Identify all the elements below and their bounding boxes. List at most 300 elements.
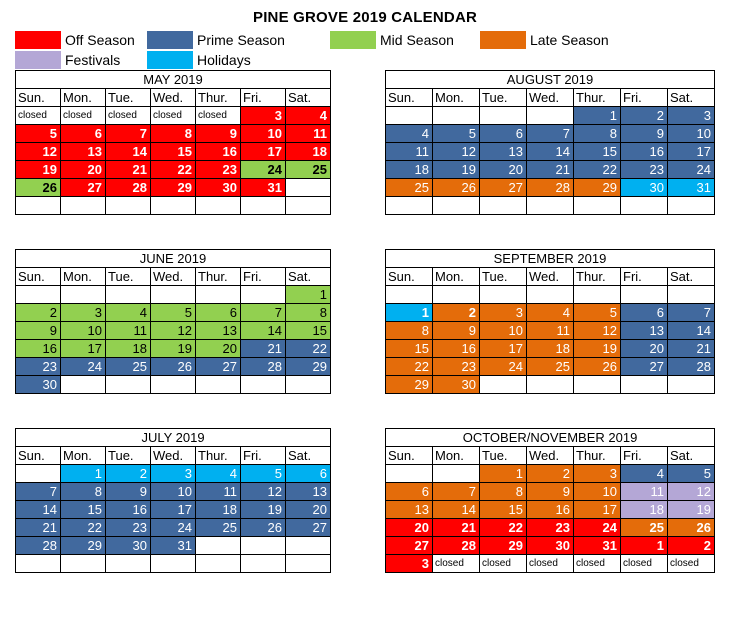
date-cell: 7: [106, 125, 151, 143]
month-header: OCTOBER/NOVEMBER 2019: [386, 429, 715, 447]
date-cell: 18: [286, 143, 331, 161]
date-cell: 1: [480, 465, 527, 483]
weekday-label: Mon.: [61, 89, 106, 107]
date-cell: 5: [151, 304, 196, 322]
date-cell: 18: [386, 161, 433, 179]
empty-cell: [151, 286, 196, 304]
empty-cell: [16, 286, 61, 304]
calendar-july-2019: [15, 428, 331, 573]
empty-cell: [196, 286, 241, 304]
date-cell: 5: [433, 125, 480, 143]
weekday-label: Sat.: [286, 89, 331, 107]
weekday-label: Sat.: [286, 447, 331, 465]
date-cell: 3: [386, 555, 433, 573]
date-cell: 26: [668, 519, 715, 537]
empty-cell: [527, 107, 574, 125]
weekday-label: Sat.: [286, 268, 331, 286]
weekday-label: Sat.: [668, 89, 715, 107]
weekday-label: Tue.: [480, 268, 527, 286]
date-cell: 29: [286, 358, 331, 376]
empty-cell: [241, 376, 286, 394]
empty-cell: [196, 537, 241, 555]
date-cell: 10: [61, 322, 106, 340]
legend-label: Holidays: [197, 52, 251, 68]
empty-cell: [527, 376, 574, 394]
date-cell: 2: [106, 465, 151, 483]
weekday-label: Wed.: [527, 89, 574, 107]
date-cell: 24: [241, 161, 286, 179]
date-cell: 17: [151, 501, 196, 519]
empty-cell: [106, 286, 151, 304]
legend-label: Late Season: [530, 32, 609, 48]
calendar-september-2019: [385, 249, 715, 394]
date-cell: 11: [621, 483, 668, 501]
date-cell: 22: [151, 161, 196, 179]
date-cell: 6: [386, 483, 433, 501]
date-cell: 9: [527, 483, 574, 501]
legend-label: Off Season: [65, 32, 135, 48]
empty-cell: [151, 197, 196, 215]
empty-cell: [286, 197, 331, 215]
date-cell: 21: [241, 340, 286, 358]
date-cell: 29: [61, 537, 106, 555]
weekday-label: Fri.: [241, 268, 286, 286]
date-cell: 23: [527, 519, 574, 537]
date-cell: 21: [668, 340, 715, 358]
empty-cell: [106, 376, 151, 394]
date-cell: 30: [16, 376, 61, 394]
month-header: JULY 2019: [16, 429, 331, 447]
date-cell: 30: [621, 179, 668, 197]
weekday-label: Sat.: [668, 268, 715, 286]
date-cell: 10: [574, 483, 621, 501]
weekday-label: Mon.: [433, 89, 480, 107]
date-cell: 14: [106, 143, 151, 161]
month-header: SEPTEMBER 2019: [386, 250, 715, 268]
date-cell: 20: [480, 161, 527, 179]
date-cell: 30: [527, 537, 574, 555]
date-cell: 11: [527, 322, 574, 340]
weekday-label: Thur.: [196, 447, 241, 465]
empty-cell: [61, 376, 106, 394]
weekday-label: Sun.: [386, 447, 433, 465]
date-cell: 25: [386, 179, 433, 197]
weekday-label: Sun.: [16, 447, 61, 465]
date-cell: 17: [668, 143, 715, 161]
date-cell: 6: [286, 465, 331, 483]
date-cell: 27: [621, 358, 668, 376]
date-cell: 4: [286, 107, 331, 125]
weekday-label: Sun.: [386, 268, 433, 286]
date-cell: 18: [196, 501, 241, 519]
weekday-label: Fri.: [621, 447, 668, 465]
date-cell: 9: [196, 125, 241, 143]
date-cell: 6: [196, 304, 241, 322]
date-cell: 21: [16, 519, 61, 537]
date-cell: 22: [386, 358, 433, 376]
date-cell: 19: [433, 161, 480, 179]
festivals-swatch: [15, 51, 61, 69]
date-cell: 30: [196, 179, 241, 197]
date-cell: 1: [574, 107, 621, 125]
date-cell: 11: [106, 322, 151, 340]
weekday-label: Mon.: [61, 447, 106, 465]
date-cell: 21: [106, 161, 151, 179]
date-cell: 26: [241, 519, 286, 537]
weekday-label: Tue.: [106, 268, 151, 286]
empty-cell: [574, 286, 621, 304]
date-cell: 17: [480, 340, 527, 358]
date-cell: 4: [106, 304, 151, 322]
legend-label: Prime Season: [197, 32, 285, 48]
date-cell: 19: [151, 340, 196, 358]
date-cell: 19: [241, 501, 286, 519]
date-cell: 6: [480, 125, 527, 143]
date-cell: 1: [61, 465, 106, 483]
weekday-label: Wed.: [151, 268, 196, 286]
date-cell: 18: [621, 501, 668, 519]
weekday-label: Fri.: [241, 89, 286, 107]
calendar-august-2019: [385, 70, 715, 215]
date-cell: 12: [241, 483, 286, 501]
weekday-label: Fri.: [621, 268, 668, 286]
date-cell: 24: [151, 519, 196, 537]
date-cell: 23: [196, 161, 241, 179]
date-cell: 3: [241, 107, 286, 125]
closed-day-cell: closed: [151, 107, 196, 125]
date-cell: 11: [196, 483, 241, 501]
date-cell: 25: [527, 358, 574, 376]
date-cell: 11: [286, 125, 331, 143]
date-cell: 17: [241, 143, 286, 161]
date-cell: 26: [16, 179, 61, 197]
date-cell: 12: [151, 322, 196, 340]
empty-cell: [196, 197, 241, 215]
date-cell: 20: [386, 519, 433, 537]
date-cell: 21: [433, 519, 480, 537]
date-cell: 24: [480, 358, 527, 376]
closed-day-cell: closed: [106, 107, 151, 125]
date-cell: 25: [106, 358, 151, 376]
empty-cell: [16, 197, 61, 215]
date-cell: 27: [386, 537, 433, 555]
empty-cell: [106, 555, 151, 573]
date-cell: 3: [574, 465, 621, 483]
empty-cell: [386, 197, 433, 215]
closed-day-cell: closed: [433, 555, 480, 573]
empty-cell: [196, 555, 241, 573]
weekday-label: Tue.: [106, 447, 151, 465]
empty-cell: [61, 286, 106, 304]
date-cell: 19: [574, 340, 621, 358]
date-cell: 12: [668, 483, 715, 501]
date-cell: 3: [151, 465, 196, 483]
date-cell: 16: [196, 143, 241, 161]
empty-cell: [621, 197, 668, 215]
date-cell: 11: [386, 143, 433, 161]
empty-cell: [286, 376, 331, 394]
date-cell: 14: [16, 501, 61, 519]
date-cell: 2: [668, 537, 715, 555]
date-cell: 22: [286, 340, 331, 358]
date-cell: 28: [527, 179, 574, 197]
date-cell: 28: [668, 358, 715, 376]
date-cell: 5: [16, 125, 61, 143]
date-cell: 18: [527, 340, 574, 358]
date-cell: 1: [286, 286, 331, 304]
date-cell: 8: [480, 483, 527, 501]
date-cell: 14: [668, 322, 715, 340]
calendar-june-2019: [15, 249, 331, 394]
date-cell: 8: [61, 483, 106, 501]
date-cell: 4: [196, 465, 241, 483]
empty-cell: [621, 286, 668, 304]
date-cell: 12: [433, 143, 480, 161]
date-cell: 31: [151, 537, 196, 555]
legend-label: Festivals: [65, 52, 121, 68]
empty-cell: [480, 376, 527, 394]
empty-cell: [527, 197, 574, 215]
date-cell: 22: [574, 161, 621, 179]
date-cell: 2: [527, 465, 574, 483]
date-cell: 17: [574, 501, 621, 519]
date-cell: 1: [386, 304, 433, 322]
empty-cell: [151, 376, 196, 394]
weekday-label: Wed.: [527, 447, 574, 465]
date-cell: 13: [286, 483, 331, 501]
calendar-october-november-2019: [385, 428, 715, 573]
date-cell: 28: [241, 358, 286, 376]
date-cell: 13: [480, 143, 527, 161]
holidays-swatch: [147, 51, 193, 69]
date-cell: 5: [241, 465, 286, 483]
weekday-label: Sat.: [668, 447, 715, 465]
date-cell: 9: [106, 483, 151, 501]
date-cell: 2: [433, 304, 480, 322]
date-cell: 12: [574, 322, 621, 340]
empty-cell: [668, 197, 715, 215]
date-cell: 3: [668, 107, 715, 125]
empty-cell: [433, 197, 480, 215]
date-cell: 7: [16, 483, 61, 501]
calendar-title: PINE GROVE 2019 CALENDAR: [252, 9, 478, 26]
weekday-label: Fri.: [241, 447, 286, 465]
date-cell: 16: [16, 340, 61, 358]
date-cell: 10: [668, 125, 715, 143]
date-cell: 8: [386, 322, 433, 340]
weekday-label: Thur.: [196, 268, 241, 286]
empty-cell: [241, 555, 286, 573]
date-cell: 4: [621, 465, 668, 483]
date-cell: 8: [151, 125, 196, 143]
empty-cell: [16, 555, 61, 573]
date-cell: 10: [480, 322, 527, 340]
weekday-label: Sun.: [16, 268, 61, 286]
closed-day-cell: closed: [196, 107, 241, 125]
date-cell: 3: [61, 304, 106, 322]
date-cell: 15: [386, 340, 433, 358]
closed-day-cell: closed: [621, 555, 668, 573]
date-cell: 7: [527, 125, 574, 143]
date-cell: 28: [106, 179, 151, 197]
weekday-label: Sun.: [386, 89, 433, 107]
empty-cell: [106, 197, 151, 215]
date-cell: 24: [61, 358, 106, 376]
date-cell: 7: [241, 304, 286, 322]
date-cell: 16: [433, 340, 480, 358]
date-cell: 23: [16, 358, 61, 376]
date-cell: 25: [196, 519, 241, 537]
date-cell: 26: [151, 358, 196, 376]
date-cell: 20: [61, 161, 106, 179]
empty-cell: [480, 107, 527, 125]
date-cell: 14: [433, 501, 480, 519]
date-cell: 23: [106, 519, 151, 537]
empty-cell: [286, 537, 331, 555]
mid-season-swatch: [330, 31, 376, 49]
date-cell: 31: [574, 537, 621, 555]
empty-cell: [61, 197, 106, 215]
closed-day-cell: closed: [527, 555, 574, 573]
date-cell: 12: [16, 143, 61, 161]
empty-cell: [386, 465, 433, 483]
date-cell: 7: [433, 483, 480, 501]
weekday-label: Wed.: [151, 447, 196, 465]
closed-day-cell: closed: [480, 555, 527, 573]
empty-cell: [241, 197, 286, 215]
prime-season-swatch: [147, 31, 193, 49]
weekday-label: Sun.: [16, 89, 61, 107]
date-cell: 13: [196, 322, 241, 340]
date-cell: 9: [621, 125, 668, 143]
date-cell: 7: [668, 304, 715, 322]
date-cell: 29: [151, 179, 196, 197]
empty-cell: [386, 286, 433, 304]
date-cell: 22: [480, 519, 527, 537]
date-cell: 15: [480, 501, 527, 519]
weekday-label: Wed.: [151, 89, 196, 107]
date-cell: 18: [106, 340, 151, 358]
date-cell: 24: [574, 519, 621, 537]
date-cell: 13: [386, 501, 433, 519]
month-header: JUNE 2019: [16, 250, 331, 268]
date-cell: 10: [241, 125, 286, 143]
date-cell: 16: [106, 501, 151, 519]
weekday-label: Tue.: [480, 447, 527, 465]
weekday-label: Thur.: [574, 447, 621, 465]
date-cell: 17: [61, 340, 106, 358]
legend-label: Mid Season: [380, 32, 454, 48]
off-season-swatch: [15, 31, 61, 49]
late-season-swatch: [480, 31, 526, 49]
date-cell: 26: [574, 358, 621, 376]
date-cell: 24: [668, 161, 715, 179]
empty-cell: [286, 555, 331, 573]
date-cell: 13: [61, 143, 106, 161]
weekday-label: Wed.: [527, 268, 574, 286]
closed-day-cell: closed: [16, 107, 61, 125]
date-cell: 5: [574, 304, 621, 322]
date-cell: 20: [286, 501, 331, 519]
empty-cell: [16, 465, 61, 483]
empty-cell: [668, 376, 715, 394]
date-cell: 5: [668, 465, 715, 483]
weekday-label: Fri.: [621, 89, 668, 107]
date-cell: 13: [621, 322, 668, 340]
date-cell: 25: [621, 519, 668, 537]
empty-cell: [433, 465, 480, 483]
date-cell: 10: [151, 483, 196, 501]
date-cell: 4: [386, 125, 433, 143]
date-cell: 21: [527, 161, 574, 179]
date-cell: 4: [527, 304, 574, 322]
date-cell: 9: [16, 322, 61, 340]
date-cell: 20: [621, 340, 668, 358]
date-cell: 28: [433, 537, 480, 555]
date-cell: 16: [621, 143, 668, 161]
month-header: AUGUST 2019: [386, 71, 715, 89]
date-cell: 27: [286, 519, 331, 537]
date-cell: 3: [480, 304, 527, 322]
date-cell: 27: [196, 358, 241, 376]
date-cell: 28: [16, 537, 61, 555]
date-cell: 31: [668, 179, 715, 197]
weekday-label: Mon.: [61, 268, 106, 286]
date-cell: 25: [286, 161, 331, 179]
date-cell: 16: [527, 501, 574, 519]
date-cell: 15: [574, 143, 621, 161]
date-cell: 27: [480, 179, 527, 197]
empty-cell: [574, 197, 621, 215]
weekday-label: Mon.: [433, 447, 480, 465]
closed-day-cell: closed: [668, 555, 715, 573]
date-cell: 9: [433, 322, 480, 340]
empty-cell: [433, 107, 480, 125]
date-cell: 6: [621, 304, 668, 322]
date-cell: 31: [241, 179, 286, 197]
date-cell: 29: [480, 537, 527, 555]
date-cell: 2: [621, 107, 668, 125]
month-header: MAY 2019: [16, 71, 331, 89]
date-cell: 14: [527, 143, 574, 161]
date-cell: 27: [61, 179, 106, 197]
date-cell: 2: [16, 304, 61, 322]
weekday-label: Thur.: [574, 89, 621, 107]
closed-day-cell: closed: [574, 555, 621, 573]
date-cell: 14: [241, 322, 286, 340]
calendar-may-2019: [15, 70, 331, 215]
date-cell: 19: [668, 501, 715, 519]
empty-cell: [433, 286, 480, 304]
weekday-label: Mon.: [433, 268, 480, 286]
weekday-label: Thur.: [574, 268, 621, 286]
weekday-label: Tue.: [106, 89, 151, 107]
empty-cell: [196, 376, 241, 394]
empty-cell: [241, 537, 286, 555]
date-cell: 15: [61, 501, 106, 519]
date-cell: 30: [106, 537, 151, 555]
empty-cell: [574, 376, 621, 394]
empty-cell: [480, 197, 527, 215]
date-cell: 1: [621, 537, 668, 555]
empty-cell: [61, 555, 106, 573]
empty-cell: [480, 286, 527, 304]
empty-cell: [386, 107, 433, 125]
date-cell: 23: [621, 161, 668, 179]
date-cell: 29: [574, 179, 621, 197]
date-cell: 30: [433, 376, 480, 394]
date-cell: 26: [433, 179, 480, 197]
